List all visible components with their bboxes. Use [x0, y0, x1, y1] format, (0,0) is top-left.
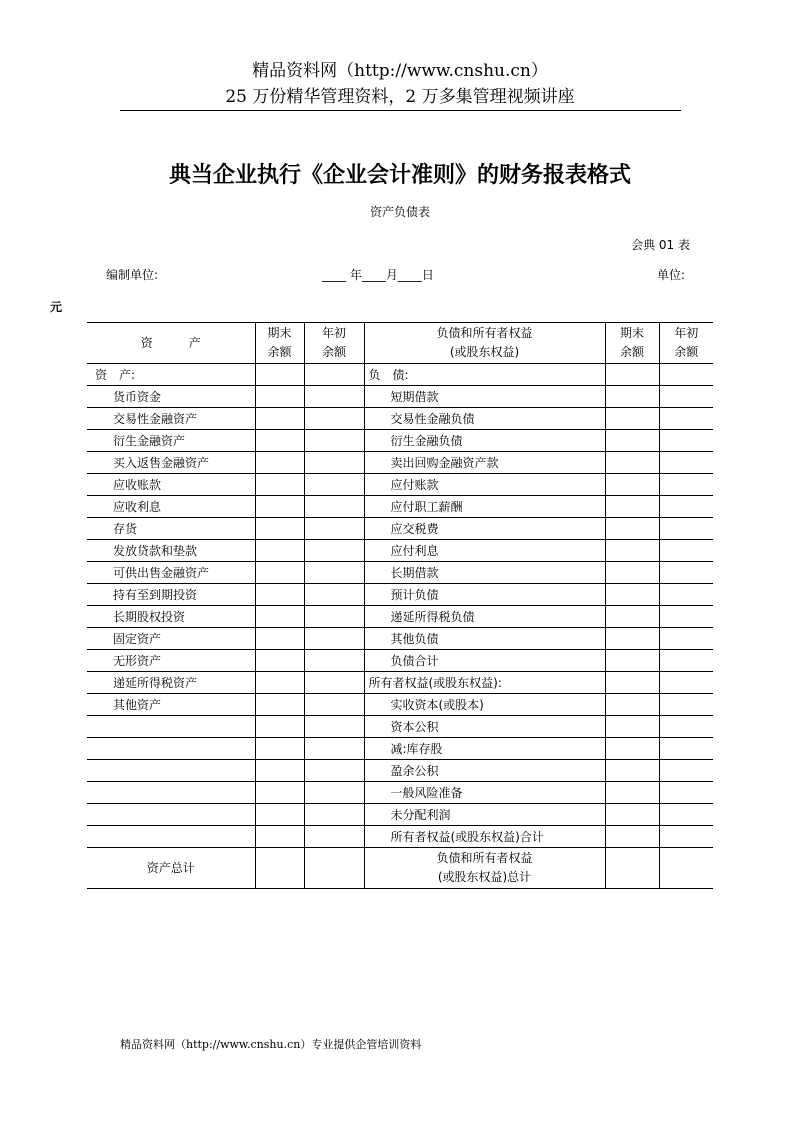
asset-begin-balance [304, 474, 364, 496]
liability-begin-balance [659, 606, 713, 628]
liability-begin-balance [659, 650, 713, 672]
asset-item: 固定资产 [87, 628, 255, 650]
table-row [87, 496, 713, 518]
table-row [87, 716, 713, 738]
liability-item: 其他负债 [364, 628, 605, 650]
report-date: ____ 年____月____日 [322, 268, 434, 282]
liability-begin-balance [659, 518, 713, 540]
asset-item: 应收利息 [87, 496, 255, 518]
table-row [87, 452, 713, 474]
table-row [87, 474, 713, 496]
asset-begin-balance [304, 518, 364, 540]
header-divider [120, 110, 681, 111]
asset-end-balance [255, 386, 304, 408]
asset-end-balance [255, 606, 304, 628]
asset-end-balance [255, 562, 304, 584]
asset-end-balance [255, 782, 304, 804]
liability-item: 应付利息 [364, 540, 605, 562]
currency-label: 元 [50, 300, 63, 314]
liability-begin-balance [659, 562, 713, 584]
liability-begin-balance [659, 760, 713, 782]
header-begin-balance-right: 年初 余额 [659, 323, 713, 364]
liability-end-balance [605, 474, 659, 496]
asset-item [87, 738, 255, 760]
asset-end-balance [255, 650, 304, 672]
liability-item: 所有者权益(或股东权益): [364, 672, 605, 694]
table-row [87, 386, 713, 408]
liability-item: 应付账款 [364, 474, 605, 496]
liability-end-balance [605, 694, 659, 716]
asset-item: 衍生金融资产 [87, 430, 255, 452]
asset-end-balance [255, 496, 304, 518]
liability-end-balance [605, 738, 659, 760]
asset-begin-balance [304, 804, 364, 826]
total-assets-end [255, 848, 304, 889]
header-line-2: 25 万份精华管理资料，2 万多集管理视频讲座 [225, 87, 575, 107]
asset-item: 长期股权投资 [87, 606, 255, 628]
table-row [87, 826, 713, 848]
liability-item: 负 债: [364, 364, 605, 386]
asset-begin-balance [304, 452, 364, 474]
asset-item [87, 782, 255, 804]
liability-begin-balance [659, 738, 713, 760]
liability-end-balance [605, 408, 659, 430]
table-row [87, 364, 713, 386]
liability-begin-balance [659, 716, 713, 738]
asset-begin-balance [304, 562, 364, 584]
asset-begin-balance [304, 496, 364, 518]
table-row [87, 672, 713, 694]
report-name: 资产负债表 [369, 205, 430, 219]
asset-begin-balance [304, 672, 364, 694]
asset-end-balance [255, 694, 304, 716]
header-line-1: 精品资料网（http://www.cnshu.cn） [252, 61, 548, 81]
asset-item: 其他资产 [87, 694, 255, 716]
asset-item: 货币资金 [87, 386, 255, 408]
liability-item: 衍生金融负债 [364, 430, 605, 452]
asset-begin-balance [304, 694, 364, 716]
asset-item: 买入返售金融资产 [87, 452, 255, 474]
asset-end-balance [255, 474, 304, 496]
liability-begin-balance [659, 804, 713, 826]
liability-begin-balance [659, 826, 713, 848]
liability-begin-balance [659, 782, 713, 804]
total-row [87, 848, 713, 889]
asset-item: 递延所得税资产 [87, 672, 255, 694]
header-end-balance-right: 期末 余额 [605, 323, 659, 364]
liability-item: 负债合计 [364, 650, 605, 672]
liability-begin-balance [659, 474, 713, 496]
form-code: 会典 01 表 [631, 238, 690, 252]
liability-begin-balance [659, 584, 713, 606]
asset-begin-balance [304, 782, 364, 804]
asset-end-balance [255, 672, 304, 694]
total-liab-end [605, 848, 659, 889]
liability-end-balance [605, 716, 659, 738]
asset-end-balance [255, 408, 304, 430]
liability-item: 未分配利润 [364, 804, 605, 826]
asset-begin-balance [304, 540, 364, 562]
asset-begin-balance [304, 606, 364, 628]
asset-end-balance [255, 430, 304, 452]
table-row [87, 804, 713, 826]
table-row [87, 694, 713, 716]
asset-begin-balance [304, 430, 364, 452]
liability-end-balance [605, 782, 659, 804]
liability-end-balance [605, 804, 659, 826]
asset-item: 持有至到期投资 [87, 584, 255, 606]
liability-end-balance [605, 430, 659, 452]
asset-end-balance [255, 584, 304, 606]
asset-item [87, 760, 255, 782]
site-footer: 精品资料网（http://www.cnshu.cn）专业提供企管培训资料 [120, 1038, 422, 1051]
asset-end-balance [255, 738, 304, 760]
header-end-balance-left: 期末 余额 [255, 323, 304, 364]
liability-end-balance [605, 826, 659, 848]
asset-begin-balance [304, 408, 364, 430]
liability-begin-balance [659, 628, 713, 650]
liability-end-balance [605, 540, 659, 562]
asset-begin-balance [304, 386, 364, 408]
liability-item: 递延所得税负债 [364, 606, 605, 628]
total-assets-begin [304, 848, 364, 889]
liability-end-balance [605, 584, 659, 606]
header-liabilities-equity: 负债和所有者权益 (或股东权益) [364, 323, 605, 364]
liability-end-balance [605, 452, 659, 474]
asset-item: 应收账款 [87, 474, 255, 496]
table-row [87, 430, 713, 452]
asset-item: 存货 [87, 518, 255, 540]
document-title: 典当企业执行《企业会计准则》的财务报表格式 [168, 163, 631, 188]
liability-item: 所有者权益(或股东权益)合计 [364, 826, 605, 848]
asset-begin-balance [304, 760, 364, 782]
asset-begin-balance [304, 738, 364, 760]
header-begin-balance-left: 年初 余额 [304, 323, 364, 364]
asset-end-balance [255, 452, 304, 474]
liability-item: 实收资本(或股本) [364, 694, 605, 716]
liability-item: 卖出回购金融资产款 [364, 452, 605, 474]
liability-begin-balance [659, 694, 713, 716]
asset-end-balance [255, 716, 304, 738]
liability-item: 资本公积 [364, 716, 605, 738]
table-row [87, 408, 713, 430]
table-row [87, 540, 713, 562]
prepared-by-label: 编制单位: [106, 268, 159, 282]
liability-item: 长期借款 [364, 562, 605, 584]
table-row [87, 606, 713, 628]
header-assets: 资 产 [87, 323, 255, 364]
table-row [87, 760, 713, 782]
liability-item: 盈余公积 [364, 760, 605, 782]
table-row [87, 650, 713, 672]
liability-item: 应交税费 [364, 518, 605, 540]
liability-item: 一般风险准备 [364, 782, 605, 804]
liability-end-balance [605, 672, 659, 694]
asset-item [87, 716, 255, 738]
asset-item: 发放贷款和垫款 [87, 540, 255, 562]
liability-begin-balance [659, 408, 713, 430]
asset-begin-balance [304, 584, 364, 606]
liability-item: 预计负债 [364, 584, 605, 606]
liability-end-balance [605, 496, 659, 518]
asset-begin-balance [304, 650, 364, 672]
table-row [87, 738, 713, 760]
table-row [87, 628, 713, 650]
asset-end-balance [255, 760, 304, 782]
table-header-row [87, 323, 713, 364]
liability-end-balance [605, 628, 659, 650]
table-row [87, 562, 713, 584]
liability-begin-balance [659, 386, 713, 408]
table-row [87, 782, 713, 804]
asset-end-balance [255, 826, 304, 848]
asset-end-balance [255, 364, 304, 386]
asset-end-balance [255, 540, 304, 562]
asset-item: 无形资产 [87, 650, 255, 672]
table-row [87, 518, 713, 540]
asset-begin-balance [304, 364, 364, 386]
total-liab-equity-label: 负债和所有者权益 (或股东权益)总计 [364, 848, 605, 889]
liability-item: 减:库存股 [364, 738, 605, 760]
liability-end-balance [605, 650, 659, 672]
liability-end-balance [605, 606, 659, 628]
liability-end-balance [605, 562, 659, 584]
liability-end-balance [605, 760, 659, 782]
liability-item: 短期借款 [364, 386, 605, 408]
asset-end-balance [255, 518, 304, 540]
asset-end-balance [255, 804, 304, 826]
liability-begin-balance [659, 452, 713, 474]
total-liab-begin [659, 848, 713, 889]
asset-item: 资 产: [87, 364, 255, 386]
asset-item: 可供出售金融资产 [87, 562, 255, 584]
table-row [87, 584, 713, 606]
liability-begin-balance [659, 672, 713, 694]
asset-item [87, 804, 255, 826]
liability-end-balance [605, 386, 659, 408]
liability-end-balance [605, 364, 659, 386]
asset-begin-balance [304, 826, 364, 848]
liability-begin-balance [659, 430, 713, 452]
site-header [0, 58, 800, 110]
asset-item: 交易性金融资产 [87, 408, 255, 430]
liability-begin-balance [659, 496, 713, 518]
liability-begin-balance [659, 540, 713, 562]
liability-item: 应付职工薪酬 [364, 496, 605, 518]
asset-begin-balance [304, 716, 364, 738]
asset-item [87, 826, 255, 848]
asset-end-balance [255, 628, 304, 650]
total-assets-label: 资产总计 [87, 848, 255, 889]
balance-sheet-table [87, 322, 713, 889]
liability-begin-balance [659, 364, 713, 386]
unit-label: 单位: [657, 268, 686, 282]
asset-begin-balance [304, 628, 364, 650]
liability-item: 交易性金融负债 [364, 408, 605, 430]
liability-end-balance [605, 518, 659, 540]
